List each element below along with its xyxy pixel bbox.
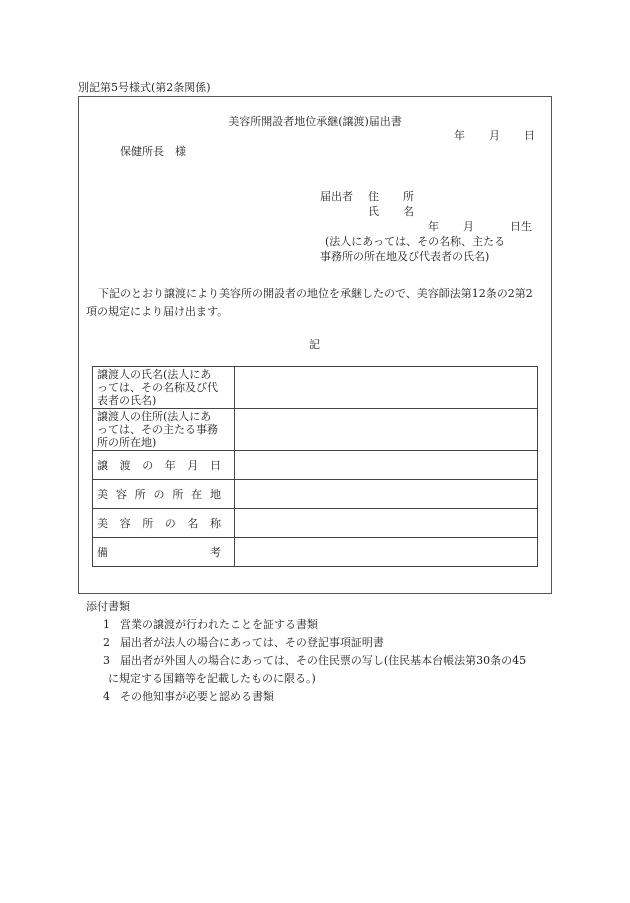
row-label-salon-name: 美 容 所 の 名 称 (93, 509, 235, 538)
row-value-salon-location[interactable] (235, 480, 538, 509)
attachment-num-3: 3 (103, 654, 110, 667)
applicant-name-char-2: 名 (403, 205, 414, 218)
attachments-heading: 添付書類 (86, 600, 130, 613)
table-row (93, 538, 538, 567)
attachment-text-4: その他知事が必要と認める書類 (120, 690, 274, 703)
row-value-transfer-date[interactable] (235, 451, 538, 480)
row-value-transferor-name[interactable] (235, 367, 538, 409)
attachment-text-3-continued: に規定する国籍等を記載したものに限る。) (108, 672, 316, 685)
row-label-remarks: 備 考 (93, 538, 235, 567)
body-text-line-2: 項の規定により届け出ます。 (86, 305, 229, 318)
attachment-num-1: 1 (103, 618, 110, 631)
body-text-line-1: 下記のとおり譲渡により美容所の開設者の地位を承継したので、美容師法第12条の2第2 (98, 287, 533, 300)
applicant-label: 届出者 (320, 190, 353, 203)
row-value-salon-name[interactable] (235, 509, 538, 538)
table-row (93, 367, 538, 409)
attachment-text-3: 届出者が外国人の場合にあっては、その住民票の写し(住民基本台帳法第30条の45 (120, 654, 527, 667)
applicant-address-char-1: 住 (368, 190, 379, 203)
row-label-transferor-address: 譲渡人の住所(法人にあ っては、その主たる事務 所の所在地) (93, 409, 235, 451)
attachment-num-4: 4 (103, 690, 110, 703)
birth-month: 月 (463, 220, 474, 233)
row-label-transfer-date: 譲 渡 の 年 月 日 (93, 451, 235, 480)
attachment-text-2: 届出者が法人の場合にあっては、その登記事項証明書 (120, 636, 384, 649)
applicant-address-char-2: 所 (403, 190, 414, 203)
applicant-note-line-2: 事務所の所在地及び代表者の氏名) (320, 250, 490, 263)
table-row (93, 409, 538, 451)
attachment-text-1: 営業の譲渡が行われたことを証する書類 (120, 618, 318, 631)
row-value-remarks[interactable] (235, 538, 538, 567)
row-label-transferor-name: 譲渡人の氏名(法人にあ っては、その名称及び代 表者の氏名) (93, 367, 235, 409)
addressee: 保健所長 様 (120, 145, 186, 158)
row-value-transferor-address[interactable] (235, 409, 538, 451)
form-number-label: 別記第5号様式(第2条関係) (78, 81, 211, 94)
table-row (93, 480, 538, 509)
info-table (92, 366, 538, 567)
form-title: 美容所開設者地位承継(譲渡)届出書 (228, 115, 402, 128)
date-year: 年 (454, 129, 465, 142)
ki-marker: 記 (309, 338, 320, 351)
attachment-num-2: 2 (103, 636, 110, 649)
applicant-name-char-1: 氏 (368, 205, 379, 218)
applicant-note-line-1: (法人にあっては、その名称、主たる (325, 235, 506, 248)
birth-day: 日生 (510, 220, 532, 233)
birth-year: 年 (428, 220, 439, 233)
table-row (93, 509, 538, 538)
row-label-salon-location: 美 容 所 の 所 在 地 (93, 480, 235, 509)
date-month: 月 (489, 129, 500, 142)
table-row (93, 451, 538, 480)
date-day: 日 (524, 129, 535, 142)
